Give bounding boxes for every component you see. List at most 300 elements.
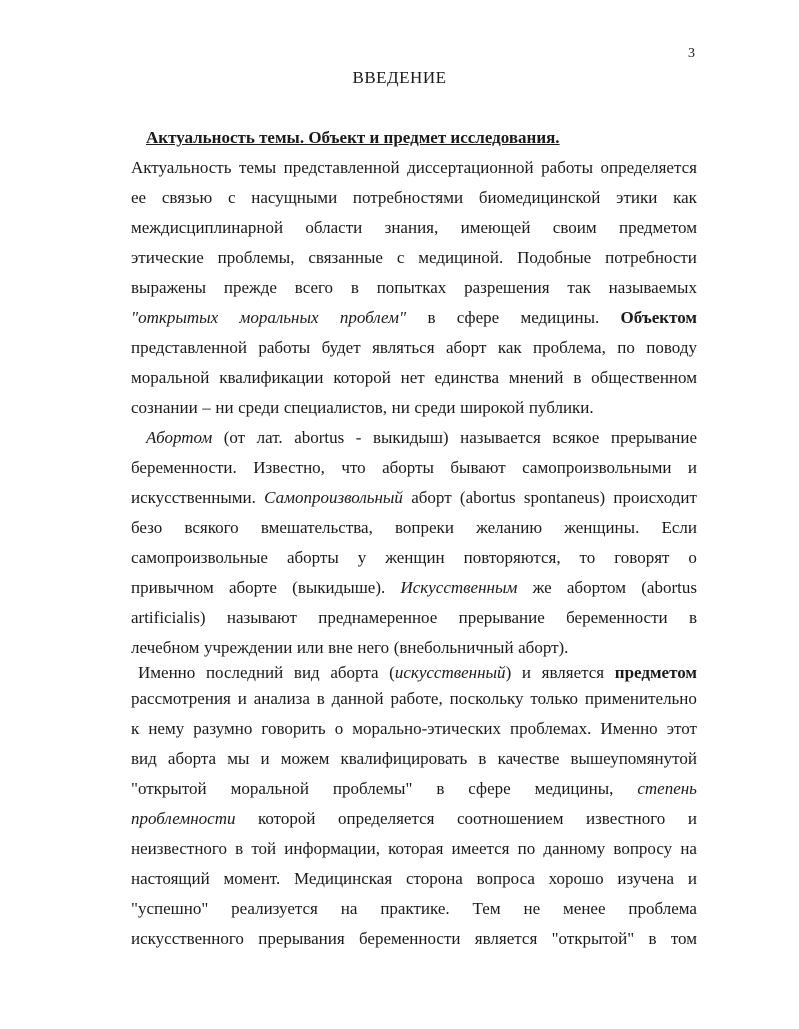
text-word: выражены — [131, 278, 207, 297]
text-word-group — [131, 188, 146, 208]
text-word: в — [350, 278, 359, 297]
text-word: к — [131, 719, 140, 738]
text-word: можем — [280, 749, 330, 768]
text-word: всякое — [552, 428, 600, 447]
text-word: по — [517, 839, 536, 858]
text-word-group — [673, 188, 697, 208]
text-word-group — [661, 518, 697, 538]
text-word-group — [524, 488, 605, 508]
text-word: на — [680, 839, 697, 858]
text-word: о — [688, 548, 697, 567]
text-word-group — [611, 428, 697, 448]
text-word-group — [359, 929, 461, 949]
text-word-group — [552, 929, 635, 949]
text-word: вид — [131, 749, 157, 768]
text-word: настоящий — [131, 869, 210, 888]
text-word: как — [673, 188, 697, 207]
text-word: Если — [661, 518, 697, 537]
text-word: называемых — [608, 278, 697, 297]
text-word: определяется — [337, 809, 435, 828]
text-word: проблемности — [131, 809, 236, 828]
text-word: этот — [666, 719, 697, 738]
text-word: моральных — [239, 308, 319, 327]
text-word: потребности — [605, 248, 697, 267]
text-word-group — [372, 338, 434, 358]
text-word: и — [687, 809, 697, 828]
text-word: выкидыш) — [372, 428, 449, 447]
text-word: в — [427, 308, 436, 327]
text-word: с — [396, 248, 405, 267]
text-line — [131, 719, 697, 739]
text-word: аборты — [382, 458, 434, 477]
text-word-group — [476, 518, 542, 538]
text-word-group — [586, 809, 665, 829]
text-word-group — [523, 899, 540, 919]
text-word: прежде — [223, 278, 277, 297]
text-word-group — [571, 749, 697, 769]
text-word: в — [573, 368, 582, 387]
text-word-group — [461, 218, 531, 238]
text-word-group — [382, 458, 434, 478]
text-word-group — [131, 578, 214, 598]
text-word-group — [131, 218, 283, 238]
text-word-group — [549, 869, 604, 889]
text-word-group — [566, 608, 668, 628]
text-word-group — [308, 248, 383, 268]
text-word: аборта — [167, 749, 217, 768]
text-word: разумно — [193, 719, 253, 738]
text-word-group — [261, 719, 325, 739]
text-word: "открытой — [131, 779, 207, 798]
text-word-group — [585, 689, 697, 709]
text-word-group — [131, 839, 227, 859]
text-line — [131, 458, 697, 478]
text-word-group — [341, 749, 468, 769]
text-line — [131, 218, 697, 238]
text-word: медициной. — [418, 248, 504, 267]
text-word-group — [131, 518, 162, 538]
text-word-group — [641, 578, 697, 598]
text-word: artificialis) — [131, 608, 206, 627]
text-word-group — [380, 899, 449, 919]
text-word-group — [257, 428, 283, 448]
text-word: беременности — [566, 608, 668, 627]
text-word: хорошо — [548, 869, 604, 888]
text-word-group — [193, 719, 252, 739]
text-word-group — [251, 839, 276, 859]
text-word: мнений — [508, 368, 564, 387]
text-word-group — [131, 749, 157, 769]
text-word: проблем" — [339, 308, 407, 327]
text-word: работы — [258, 338, 311, 357]
text-word: повторяются, — [463, 548, 561, 567]
text-word: моральной — [230, 779, 309, 798]
text-word-group — [457, 809, 563, 829]
text-word: учреждении — [203, 638, 293, 657]
text-line — [131, 518, 697, 538]
text-word-group — [591, 368, 697, 388]
text-word-group — [688, 869, 697, 889]
text-word: прерывание — [610, 428, 697, 447]
text-word: поскольку — [449, 689, 524, 708]
text-word: (abortus — [641, 578, 697, 597]
text-word: проблемы" — [332, 779, 413, 798]
text-word: мы — [227, 749, 250, 768]
text-line — [146, 428, 697, 448]
text-word-group — [553, 218, 597, 238]
text-word: самопроизвольными — [522, 458, 672, 477]
text-word: "открытой" — [551, 929, 635, 948]
text-word: имеется — [451, 839, 510, 858]
text-word-group — [146, 428, 212, 448]
text-word-group — [567, 578, 626, 598]
text-word-group — [628, 899, 697, 919]
text-word: являться — [372, 338, 435, 357]
page-title: ВВЕДЕНИЕ — [352, 68, 447, 87]
text-line — [131, 839, 697, 859]
text-word: называется — [460, 428, 541, 447]
text-word-group — [435, 368, 500, 388]
text-line — [131, 248, 697, 268]
text-word-group — [238, 689, 247, 709]
text-word-group — [235, 839, 243, 859]
text-word: привычном — [131, 578, 214, 597]
text-line — [131, 749, 697, 769]
text-word: которой — [333, 368, 391, 387]
text-word-group — [688, 809, 697, 829]
text-word-group — [614, 548, 669, 568]
text-word: будет — [321, 338, 361, 357]
text-word-group — [131, 608, 206, 628]
text-word-group — [567, 278, 590, 298]
text-word-group — [605, 248, 697, 268]
text-word-group — [563, 899, 606, 919]
text-word: потребностями — [352, 188, 464, 207]
text-word-group — [460, 428, 541, 448]
text-word-group — [446, 338, 486, 358]
text-word: и — [521, 663, 531, 682]
text-word: как — [497, 338, 522, 357]
text-word: насущными — [251, 188, 338, 207]
text-word: Объектом — [620, 308, 697, 327]
text-word: так — [567, 278, 591, 297]
text-word: Искусственным — [400, 578, 518, 597]
text-word: вопроса — [476, 869, 535, 888]
text-word: всякого — [184, 518, 239, 537]
text-word: что — [341, 458, 366, 477]
text-word: "открытых — [131, 308, 219, 327]
text-word: практике. — [380, 899, 450, 918]
text-word-group — [468, 779, 510, 799]
text-line — [131, 578, 697, 598]
text-word: ни — [391, 398, 410, 417]
text-word: (abortus — [459, 488, 516, 507]
text-word: вид — [293, 663, 320, 682]
text-word-group — [356, 428, 362, 448]
text-word-group — [520, 308, 599, 328]
text-word: происходит — [613, 488, 697, 507]
text-word-group — [543, 839, 605, 859]
text-line — [131, 188, 697, 208]
text-word: говорить — [261, 719, 326, 738]
text-word-group — [518, 839, 536, 859]
text-word: которая — [388, 839, 444, 858]
text-word-group — [352, 719, 501, 739]
text-word-group — [131, 689, 231, 709]
text-word: бывают — [450, 458, 506, 477]
text-word-group — [395, 518, 454, 538]
text-word-group — [351, 278, 359, 298]
text-word-group — [646, 338, 697, 358]
text-word: своим — [552, 218, 597, 237]
text-line — [131, 398, 697, 418]
text-word: Известно, — [253, 458, 325, 477]
text-word-group — [322, 338, 361, 358]
text-word: на — [340, 899, 358, 918]
text-line — [131, 689, 697, 709]
text-word-group — [473, 899, 501, 919]
text-word: проблемы, — [217, 248, 295, 267]
text-word-group — [385, 218, 439, 238]
text-word: у — [357, 548, 367, 567]
text-line — [131, 548, 697, 568]
text-word-group — [648, 929, 656, 949]
text-word-group — [689, 608, 697, 628]
text-word: – — [202, 398, 211, 417]
text-word-group — [580, 548, 596, 568]
text-word-group — [131, 338, 247, 358]
text-word: представленной — [131, 338, 247, 357]
text-word-group — [318, 608, 437, 628]
text-line — [138, 663, 697, 683]
text-word-group — [131, 809, 235, 829]
text-word-group — [509, 368, 564, 388]
text-word: проблемах. — [510, 719, 592, 738]
text-word: данному — [543, 839, 606, 858]
text-word: беременности — [358, 929, 461, 948]
text-word-group — [522, 458, 671, 478]
text-word-group — [253, 458, 325, 478]
text-word-group — [411, 488, 451, 508]
text-word: (внебольничный — [393, 638, 514, 657]
page-number: 3 — [688, 46, 695, 61]
text-word-group — [615, 663, 697, 683]
text-word-group — [239, 158, 276, 178]
text-word: связанные — [308, 248, 383, 267]
text-word-group — [552, 428, 599, 448]
text-word: и — [687, 458, 697, 477]
text-word: последний — [205, 663, 284, 682]
text-word-group — [358, 548, 367, 568]
text-word: квалификации — [219, 368, 324, 387]
text-word: биомедицинской — [478, 188, 601, 207]
text-word-group — [400, 578, 517, 598]
text-word: в — [235, 839, 244, 858]
text-word: нет — [400, 368, 425, 387]
text-word-group — [564, 518, 639, 538]
text-word: рассмотрения — [131, 689, 231, 708]
text-word: является — [541, 663, 605, 682]
text-word: Именно — [138, 663, 196, 682]
text-word-group — [131, 458, 237, 478]
text-word: и — [687, 869, 697, 888]
text-word: вопросу — [613, 839, 673, 858]
text-word-group — [397, 248, 405, 268]
text-word: применительно — [584, 689, 697, 708]
text-word: вмешательства, — [260, 518, 373, 537]
text-word: вышеупомянутой — [570, 749, 697, 768]
text-word: сторона — [405, 869, 463, 888]
text-word: работы — [541, 158, 593, 177]
text-word: Подобные — [517, 248, 592, 267]
text-word: - — [355, 428, 362, 447]
text-word: ее — [131, 188, 147, 207]
text-word: преднамеренное — [318, 608, 438, 627]
text-word-group — [294, 428, 344, 448]
text-word-group — [224, 278, 277, 298]
text-word: женщины. — [564, 518, 640, 537]
text-word: менее — [563, 899, 606, 918]
text-word: широкой — [460, 398, 525, 417]
text-line — [131, 278, 697, 298]
text-word: ни — [215, 398, 234, 417]
text-word-group — [688, 458, 697, 478]
text-word: диссертационной — [407, 158, 534, 177]
text-word: в — [316, 689, 325, 708]
text-word-group — [459, 608, 545, 628]
text-word: желанию — [476, 518, 543, 537]
text-word: сфере — [456, 308, 500, 327]
text-word-group — [131, 278, 206, 298]
text-word: известного — [585, 809, 666, 828]
section-heading: Актуальность темы. Объект и предмет исследования. — [146, 128, 560, 147]
text-word: говорят — [614, 548, 670, 567]
text-word: (выкидыше). — [292, 578, 386, 597]
text-word-group — [477, 869, 535, 889]
text-word-group — [401, 368, 425, 388]
text-word-group — [617, 338, 635, 358]
text-word: аборт). — [518, 638, 569, 657]
text-word-group — [353, 188, 463, 208]
text-word-group — [498, 338, 522, 358]
text-word-group — [373, 428, 449, 448]
text-word: то — [579, 548, 596, 567]
text-word-group — [530, 689, 578, 709]
text-word: называют — [226, 608, 297, 627]
text-word-group — [671, 929, 697, 949]
text-word-group — [418, 248, 503, 268]
text-word: медицины, — [534, 779, 614, 798]
text-word-group — [389, 663, 511, 683]
text-word-group — [131, 869, 210, 889]
text-word-group — [162, 188, 212, 208]
text-word: с — [227, 188, 236, 207]
text-word: аборты — [286, 548, 339, 567]
text-word: безо — [131, 518, 163, 537]
text-word-group — [340, 308, 406, 328]
text-word-group — [533, 338, 606, 358]
text-word-group — [510, 719, 591, 739]
text-word-group — [227, 749, 249, 769]
text-word-group — [616, 188, 657, 208]
text-word: области — [305, 218, 363, 237]
text-word-group — [427, 308, 435, 328]
text-word: попытках — [376, 278, 447, 297]
text-word: проблема, — [533, 338, 606, 357]
text-word-group — [258, 929, 344, 949]
text-word: в — [478, 749, 487, 768]
text-word-group — [388, 839, 443, 859]
text-word-group — [464, 278, 549, 298]
text-word: проблема — [628, 899, 697, 918]
text-word-group — [317, 689, 325, 709]
text-word: искусственными. — [131, 488, 256, 507]
text-word: или — [296, 638, 324, 657]
text-word: является — [474, 929, 538, 948]
text-line — [131, 308, 697, 328]
text-word: общественном — [591, 368, 697, 387]
text-word-group — [637, 779, 697, 799]
text-word-group — [294, 663, 320, 683]
text-word-group — [295, 278, 333, 298]
text-word: определяется — [600, 158, 697, 177]
text-word-group — [613, 839, 672, 859]
text-word: аборт — [411, 488, 452, 507]
text-word: искусственного — [131, 929, 244, 948]
text-word: не — [523, 899, 541, 918]
text-word-group — [479, 188, 601, 208]
text-word-group — [341, 899, 358, 919]
text-word-group — [131, 779, 207, 799]
text-word: этические — [131, 248, 204, 267]
text-word: "успешно" — [131, 899, 209, 918]
text-word-group — [251, 188, 337, 208]
text-word: анализа — [253, 689, 310, 708]
text-word-group — [407, 158, 534, 178]
text-word-group — [131, 308, 218, 328]
text-word-group — [609, 278, 697, 298]
text-word: темы — [239, 158, 277, 177]
text-word: о — [334, 719, 344, 738]
text-word-group — [224, 428, 245, 448]
text-word: сознании — [131, 398, 198, 417]
text-word: нему — [148, 719, 185, 738]
text-word-group — [542, 663, 604, 683]
text-word-group — [284, 158, 400, 178]
text-word-group — [138, 663, 195, 683]
text-word: беременности. — [131, 458, 237, 477]
text-word: и — [260, 749, 270, 768]
text-word: той — [251, 839, 277, 858]
text-word-group — [617, 869, 674, 889]
text-word-group — [131, 929, 244, 949]
text-word-group — [258, 809, 315, 829]
text-word: прерывания — [258, 929, 345, 948]
text-word-group — [341, 458, 365, 478]
text-word: связью — [161, 188, 213, 207]
text-word: степень — [637, 779, 697, 798]
text-word: момент. — [223, 869, 281, 888]
text-word-group — [287, 548, 339, 568]
text-line — [131, 899, 697, 919]
text-word: по — [617, 338, 635, 357]
text-word: Самопроизвольный — [264, 488, 403, 507]
text-word: Актуальность — [131, 158, 232, 177]
text-word-group — [667, 719, 697, 739]
text-word: ) — [505, 663, 512, 682]
text-word-group — [305, 218, 362, 238]
text-word-group — [613, 488, 697, 508]
